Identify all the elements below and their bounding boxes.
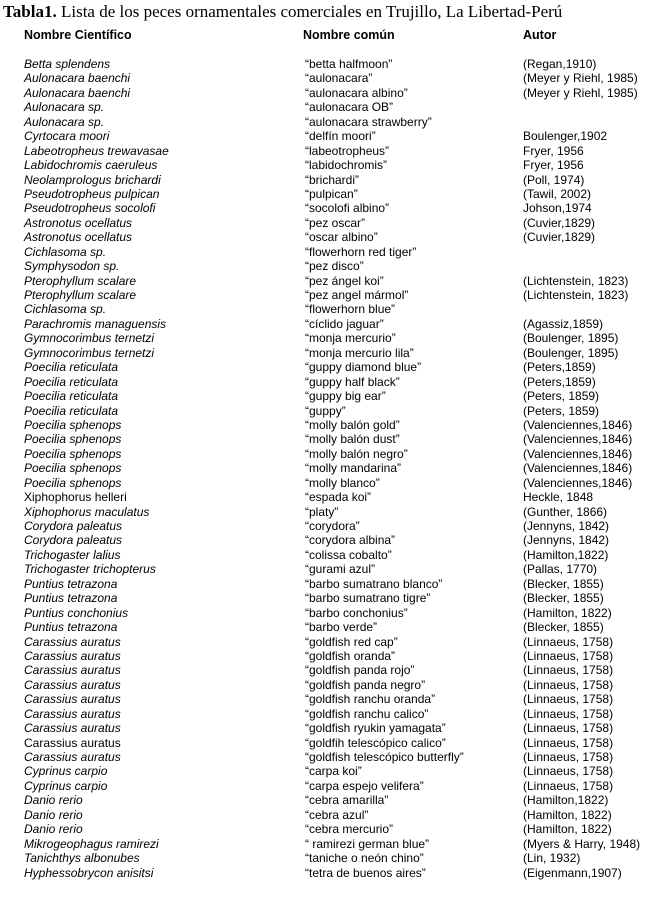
common-name-cell: “pulpican”: [305, 186, 358, 201]
common-name-cell: “guppy diamond blue”: [305, 360, 422, 375]
common-name-cell: “pez ángel koi”: [305, 273, 384, 288]
scientific-name-cell: Xiphophorus helleri: [24, 490, 127, 505]
author-cell: (Linnaeus, 1758): [523, 706, 614, 721]
common-name-cell: “flowerhorn blue”: [305, 302, 396, 317]
table-row: [0, 577, 661, 591]
scientific-name-cell: Astronotus ocellatus: [24, 215, 133, 230]
scientific-name-cell: Carassius auratus: [24, 721, 121, 736]
author-cell: (Hamilton, 1822): [523, 822, 612, 837]
scientific-name-cell: Cichlasoma sp.: [24, 302, 107, 317]
scientific-name-cell: Pterophyllum scalare: [24, 288, 137, 302]
common-name-cell: “labeotropheus”: [305, 143, 390, 158]
scientific-name-cell: Poecilia sphenops: [24, 475, 122, 490]
table-row: [0, 866, 661, 880]
scientific-name-cell: Aulonacara baenchi: [24, 85, 131, 100]
common-name-cell: “espada koi”: [305, 490, 372, 505]
scientific-name-cell: Poecilia sphenops: [24, 461, 122, 476]
scientific-name-cell: Aulonacara sp.: [24, 114, 105, 129]
table-row: [0, 721, 661, 735]
common-name-cell: “guppy big ear”: [305, 389, 386, 404]
table-row: [0, 793, 661, 807]
common-name-cell: “aulonacara”: [305, 71, 373, 86]
table-row: [0, 851, 661, 865]
common-name-cell: “guppy half black”: [305, 374, 400, 389]
table-row: [0, 822, 661, 836]
table-row: [0, 562, 661, 576]
scientific-name-cell: Puntius conchonius: [24, 605, 129, 620]
scientific-name-cell: Poecilia sphenops: [24, 432, 122, 447]
author-cell: Johson,1974: [523, 201, 592, 216]
table-row: [0, 533, 661, 547]
common-name-cell: “aulonacara albino”: [305, 85, 408, 100]
common-name-cell: “brichardi”: [305, 172, 360, 187]
scientific-name-cell: Astronotus ocellatus: [24, 230, 133, 245]
common-name-cell: “labidochromis”: [305, 158, 388, 173]
scientific-name-cell: Puntius tetrazona: [24, 576, 118, 591]
common-name-cell: “gurami azul”: [305, 562, 376, 577]
table-row: [0, 331, 661, 345]
common-name-cell: “goldfish ranchu oranda”: [305, 692, 436, 707]
scientific-name-cell: Gymnocorimbus ternetzi: [24, 331, 155, 346]
scientific-name-cell: Carassius auratus: [24, 735, 121, 750]
table-row: [0, 837, 661, 851]
scientific-name-cell: Poecilia reticulata: [24, 389, 119, 404]
author-cell: (Meyer y Riehl, 1985): [523, 85, 638, 100]
scientific-name-cell: Xiphophorus maculatus: [24, 504, 150, 519]
table-row: [0, 461, 661, 475]
author-cell: (Peters, 1859): [523, 389, 600, 404]
common-name-cell: “oscar albino”: [305, 230, 378, 245]
table-row: [0, 230, 661, 244]
author-cell: Fryer, 1956: [523, 158, 584, 173]
table-row: [0, 764, 661, 778]
author-cell: (Peters,1859): [523, 360, 596, 375]
author-cell: (Regan,1910): [523, 57, 597, 71]
common-name-cell: “aulonacara strawberry”: [305, 114, 432, 129]
table-title-lead: Tabla1.: [3, 2, 57, 21]
table-row: [0, 620, 661, 634]
table-row: [0, 158, 661, 172]
table-row: [0, 187, 661, 201]
common-name-cell: “platy”: [305, 504, 339, 519]
author-cell: (Valenciennes,1846): [523, 461, 633, 476]
table-row: [0, 490, 661, 504]
author-cell: (Linnaeus, 1758): [523, 634, 614, 649]
table-row: [0, 418, 661, 432]
common-name-cell: “molly balón negro”: [305, 446, 408, 461]
author-cell: (Boulenger, 1895): [523, 331, 619, 346]
common-name-cell: “goldfish ranchu calico”: [305, 706, 429, 721]
author-cell: (Linnaeus, 1758): [523, 764, 614, 779]
table-row: [0, 750, 661, 764]
author-cell: Fryer, 1956: [523, 143, 584, 158]
scientific-name-cell: Puntius tetrazona: [24, 620, 118, 635]
table-row: [0, 115, 661, 129]
author-cell: (Hamilton,1822): [523, 547, 609, 562]
scientific-name-cell: Danio rerio: [24, 793, 83, 808]
scientific-name-cell: Puntius tetrazona: [24, 591, 118, 606]
table-row: [0, 144, 661, 158]
common-name-cell: “barbo conchonius”: [305, 605, 408, 620]
author-cell: (Jennyns, 1842): [523, 519, 610, 533]
scientific-name-cell: Poecilia reticulata: [24, 403, 119, 418]
common-name-cell: “cebra azul”: [305, 807, 369, 822]
common-name-cell: “goldfish telescópico butterfly”: [305, 750, 464, 764]
author-cell: (Gunther, 1866): [523, 504, 608, 519]
author-cell: (Boulenger, 1895): [523, 345, 619, 360]
common-name-cell: “flowerhorn red tiger”: [305, 244, 417, 259]
common-name-cell: “socolofi albino”: [305, 201, 390, 216]
table-row: [0, 548, 661, 562]
table-row: [0, 302, 661, 316]
common-name-cell: “monja mercurio lila”: [305, 345, 414, 360]
column-header-scientific: Nombre Científico: [24, 28, 132, 42]
author-cell: (Blecker, 1855): [523, 576, 604, 591]
common-name-cell: “pez disco”: [305, 259, 364, 274]
common-name-cell: “cíclido jaguar”: [305, 316, 384, 331]
author-cell: (Blecker, 1855): [523, 591, 604, 606]
table-title: [3, 2, 562, 22]
scientific-name-cell: Poecilia sphenops: [24, 417, 122, 432]
author-cell: (Valenciennes,1846): [523, 446, 633, 461]
common-name-cell: “goldfish red cap”: [305, 634, 398, 649]
table-title-text: Lista de los peces ornamentales comerciales en Trujillo, La Libertad-Perú: [56, 2, 563, 21]
common-name-cell: “colissa cobalto”: [305, 547, 392, 562]
scientific-name-cell: Aulonacara sp.: [24, 100, 105, 115]
scientific-name-cell: Pseudotropheus socolofi: [24, 201, 156, 216]
common-name-cell: “taniche o neón chino”: [305, 851, 424, 866]
common-name-cell: “molly blanco”: [305, 475, 380, 490]
table-row: [0, 360, 661, 374]
scientific-name-cell: Mikrogeophagus ramirezi: [24, 836, 159, 851]
column-header-common: Nombre común: [303, 28, 395, 42]
scientific-name-cell: Corydora paleatus: [24, 519, 123, 533]
table-row: [0, 476, 661, 490]
common-name-cell: “carpa espejo velifera”: [305, 778, 424, 793]
table-row: [0, 100, 661, 114]
scientific-name-cell: Cyrtocara moori: [24, 129, 110, 144]
table-row: [0, 432, 661, 446]
common-name-cell: “molly mandarina”: [305, 461, 402, 476]
common-name-cell: “goldfish panda rojo”: [305, 663, 415, 678]
common-name-cell: “delfín moori”: [305, 129, 376, 144]
author-cell: (Pallas, 1770): [523, 562, 598, 577]
author-cell: (Linnaeus, 1758): [523, 735, 614, 750]
common-name-cell: “aulonacara OB”: [305, 100, 394, 115]
scientific-name-cell: Trichogaster trichopterus: [24, 562, 156, 577]
author-cell: Boulenger,1902: [523, 129, 608, 144]
common-name-cell: “tetra de buenos aires”: [305, 865, 426, 880]
common-name-cell: “goldfish panda negro”: [305, 677, 426, 692]
common-name-cell: “goldfish oranda”: [305, 648, 396, 663]
table-row: [0, 245, 661, 259]
table-row: [0, 173, 661, 187]
table-row: [0, 519, 661, 533]
table-row: [0, 447, 661, 461]
common-name-cell: “goldfish ryukin yamagata”: [305, 721, 446, 736]
author-cell: (Cuvier,1829): [523, 215, 596, 230]
author-cell: (Eigenmann,1907): [523, 865, 622, 880]
author-cell: (Poll, 1974): [523, 172, 585, 187]
scientific-name-cell: Cyprinus carpio: [24, 778, 108, 793]
author-cell: (Linnaeus, 1758): [523, 677, 614, 692]
author-cell: (Linnaeus, 1758): [523, 663, 614, 678]
author-cell: (Linnaeus, 1758): [523, 721, 614, 736]
table-row: [0, 663, 661, 677]
common-name-cell: “cebra amarilla”: [305, 793, 389, 808]
author-cell: (Lichtenstein, 1823): [523, 288, 629, 302]
author-cell: (Peters, 1859): [523, 403, 600, 418]
author-cell: (Blecker, 1855): [523, 620, 604, 635]
table-row: [0, 317, 661, 331]
table-row: [0, 57, 661, 71]
table-row: [0, 201, 661, 215]
scientific-name-cell: Pseudotropheus pulpican: [24, 186, 160, 201]
author-cell: (Hamilton, 1822): [523, 807, 612, 822]
common-name-cell: “goldfih telescópico calico”: [305, 735, 446, 750]
table-row: [0, 375, 661, 389]
table-row: [0, 346, 661, 360]
common-name-cell: “molly balón gold”: [305, 417, 400, 432]
species-table-body: [0, 57, 661, 880]
table-row: [0, 288, 661, 302]
common-name-cell: “barbo sumatrano blanco”: [305, 576, 443, 591]
common-name-cell: “pez angel mármol”: [305, 288, 409, 302]
scientific-name-cell: Carassius auratus: [24, 634, 121, 649]
scientific-name-cell: Carassius auratus: [24, 663, 121, 678]
author-cell: (Lin, 1932): [523, 851, 581, 866]
scientific-name-cell: Carassius auratus: [24, 706, 121, 721]
scientific-name-cell: Carassius auratus: [24, 750, 121, 764]
scientific-name-cell: Labidochromis caeruleus: [24, 158, 158, 173]
scientific-name-cell: Betta splendens: [24, 57, 111, 71]
author-cell: (Cuvier,1829): [523, 230, 596, 245]
table-row: [0, 736, 661, 750]
author-cell: (Hamilton, 1822): [523, 605, 612, 620]
author-cell: (Linnaeus, 1758): [523, 750, 614, 764]
common-name-cell: “pez oscar”: [305, 215, 366, 230]
author-cell: (Myers & Harry, 1948): [523, 836, 641, 851]
scientific-name-cell: Poecilia reticulata: [24, 360, 119, 375]
common-name-cell: “molly balón dust”: [305, 432, 400, 447]
table-row: [0, 707, 661, 721]
common-name-cell: “betta halfmoon”: [305, 57, 393, 71]
table-row: [0, 606, 661, 620]
scientific-name-cell: Symphysodon sp.: [24, 259, 120, 274]
common-name-cell: “corydora”: [305, 519, 360, 533]
scientific-name-cell: Trichogaster lalius: [24, 547, 121, 562]
table-row: [0, 274, 661, 288]
author-cell: Heckle, 1848: [523, 490, 594, 505]
author-cell: (Valenciennes,1846): [523, 432, 633, 447]
author-cell: (Linnaeus, 1758): [523, 648, 614, 663]
author-cell: (Valenciennes,1846): [523, 417, 633, 432]
scientific-name-cell: Carassius auratus: [24, 648, 121, 663]
scientific-name-cell: Cyprinus carpio: [24, 764, 108, 779]
common-name-cell: “carpa koi”: [305, 764, 362, 779]
table-row: [0, 71, 661, 85]
author-cell: (Valenciennes,1846): [523, 475, 633, 490]
common-name-cell: “barbo verde”: [305, 620, 378, 635]
author-cell: (Linnaeus, 1758): [523, 692, 614, 707]
scientific-name-cell: Danio rerio: [24, 807, 83, 822]
author-cell: (Hamilton,1822): [523, 793, 609, 808]
column-header-author: Autor: [523, 28, 557, 42]
scientific-name-cell: Poecilia reticulata: [24, 374, 119, 389]
scientific-name-cell: Carassius auratus: [24, 677, 121, 692]
table-row: [0, 692, 661, 706]
common-name-cell: “barbo sumatrano tigre”: [305, 591, 431, 606]
common-name-cell: “ ramirezi german blue”: [305, 836, 430, 851]
table-row: [0, 404, 661, 418]
author-cell: (Jennyns, 1842): [523, 533, 610, 548]
scientific-name-cell: Neolamprologus brichardi: [24, 172, 161, 187]
author-cell: (Peters,1859): [523, 374, 596, 389]
scientific-name-cell: Aulonacara baenchi: [24, 71, 131, 86]
table-row: [0, 216, 661, 230]
table-row: [0, 649, 661, 663]
table-row: [0, 678, 661, 692]
author-cell: (Tawil, 2002): [523, 186, 592, 201]
scientific-name-cell: Carassius auratus: [24, 692, 121, 707]
scientific-name-cell: Corydora paleatus: [24, 533, 123, 548]
scientific-name-cell: Pterophyllum scalare: [24, 273, 137, 288]
scientific-name-cell: Parachromis managuensis: [24, 316, 167, 331]
common-name-cell: “corydora albina”: [305, 533, 396, 548]
table-row: [0, 129, 661, 143]
common-name-cell: “cebra mercurio”: [305, 822, 394, 837]
scientific-name-cell: Labeotropheus trewavasae: [24, 143, 169, 158]
scientific-name-cell: Tanichthys albonubes: [24, 851, 140, 866]
table-row: [0, 591, 661, 605]
author-cell: (Meyer y Riehl, 1985): [523, 71, 638, 86]
table-row: [0, 259, 661, 273]
table-row: [0, 389, 661, 403]
scientific-name-cell: Danio rerio: [24, 822, 83, 837]
scientific-name-cell: Cichlasoma sp.: [24, 244, 107, 259]
common-name-cell: “guppy”: [305, 403, 346, 418]
common-name-cell: “monja mercurio”: [305, 331, 396, 346]
table-row: [0, 86, 661, 100]
table-row: [0, 779, 661, 793]
table-row: [0, 505, 661, 519]
table-row: [0, 635, 661, 649]
scientific-name-cell: Poecilia sphenops: [24, 446, 122, 461]
scientific-name-cell: Hyphessobrycon anisitsi: [24, 865, 154, 880]
author-cell: (Lichtenstein, 1823): [523, 273, 629, 288]
scientific-name-cell: Gymnocorimbus ternetzi: [24, 345, 155, 360]
author-cell: (Linnaeus, 1758): [523, 778, 614, 793]
table-row: [0, 808, 661, 822]
author-cell: (Agassiz,1859): [523, 316, 604, 331]
